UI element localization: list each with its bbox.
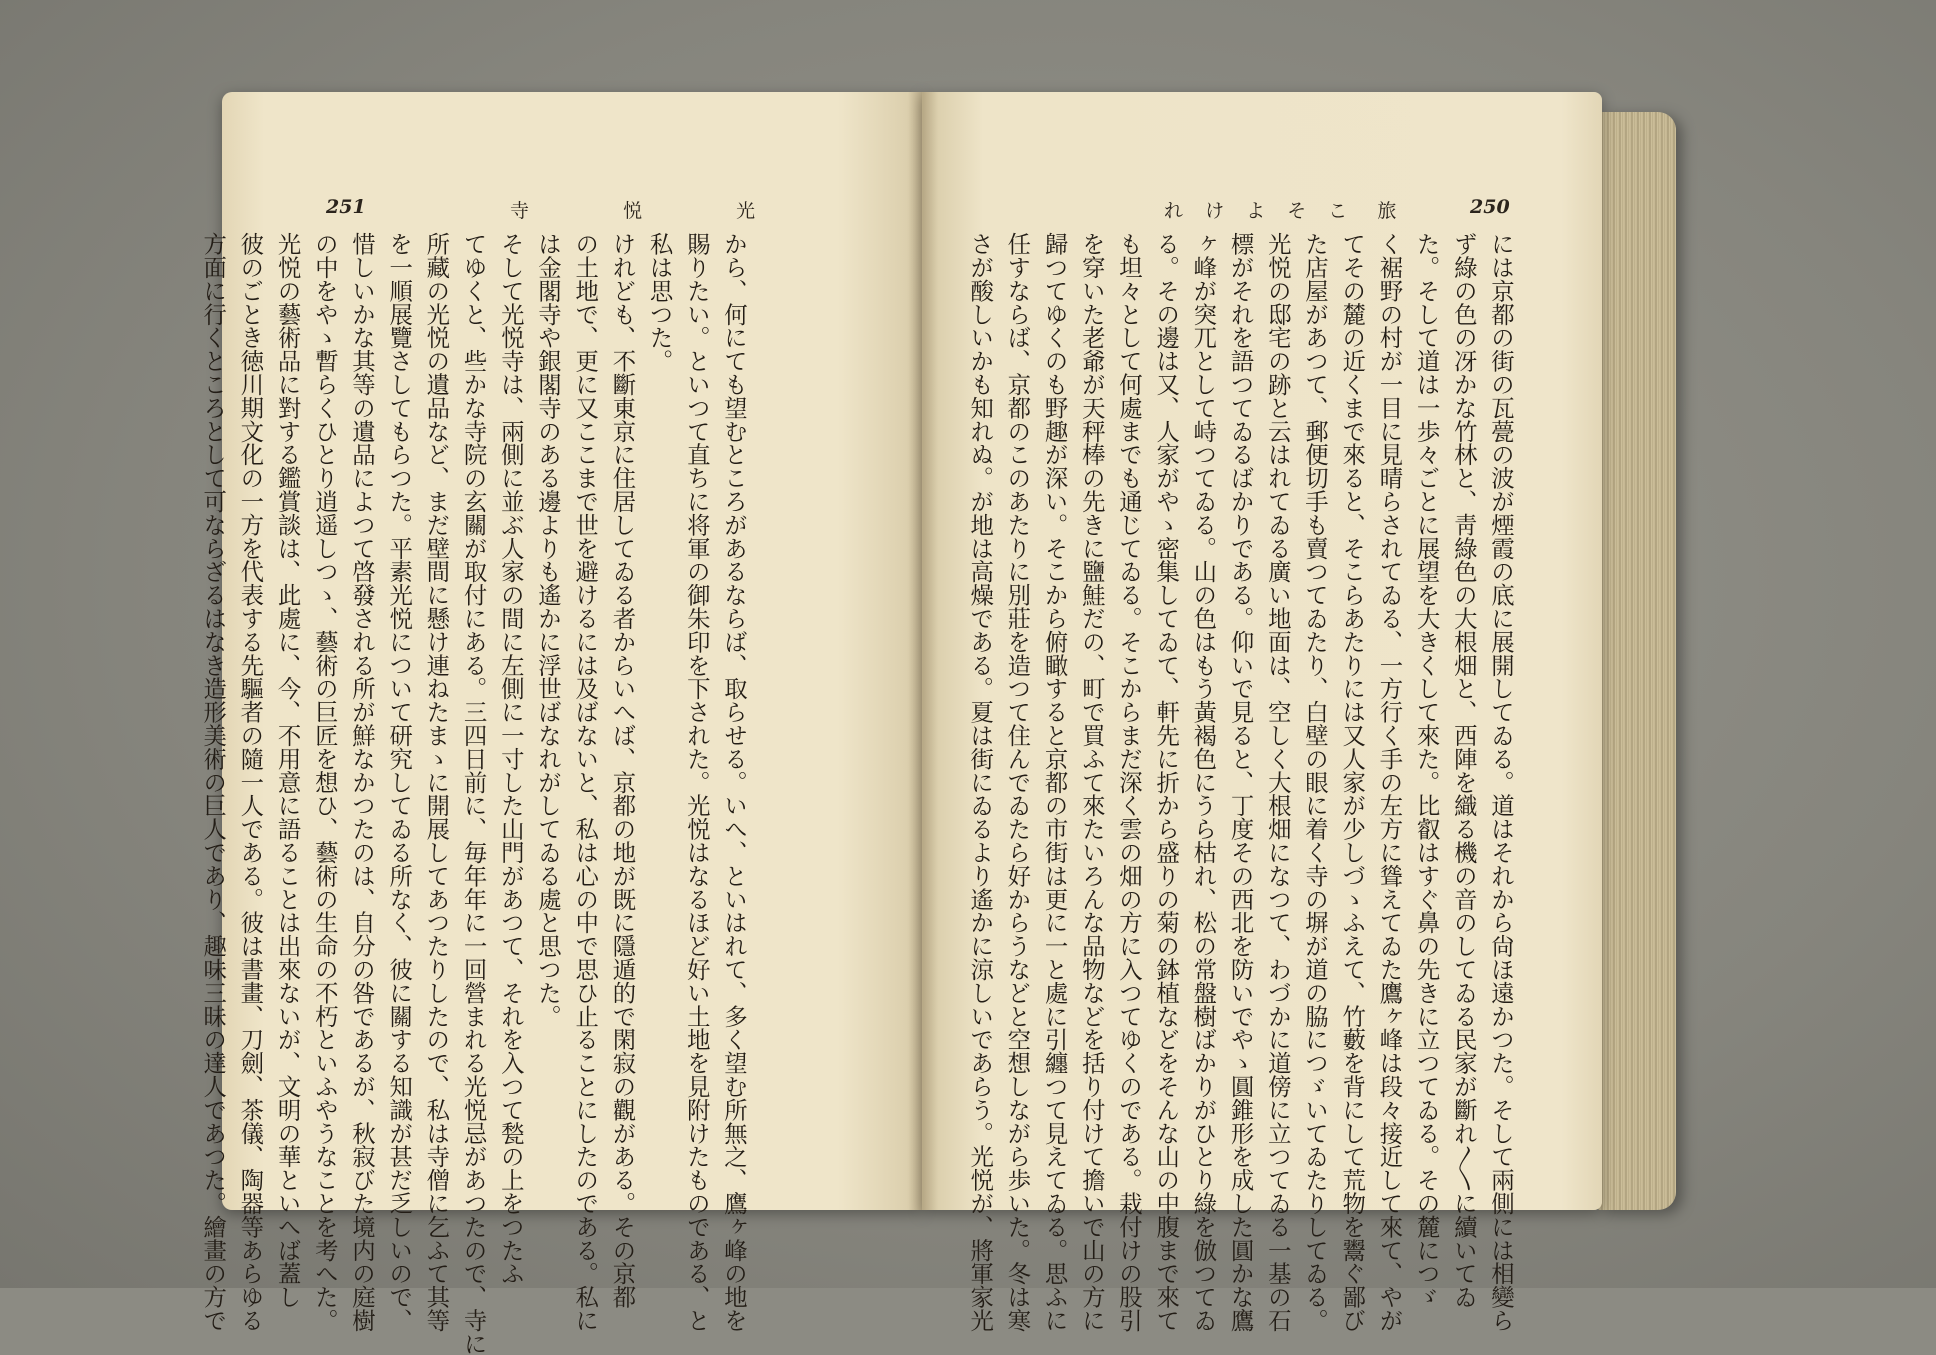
- text-column: の土地で、更に又ここまで世を避けるには及ばないと、私は心の中で思ひ止ることにしたのである。私に: [571, 232, 600, 1332]
- left-page-number: 251: [326, 196, 366, 218]
- text-column: そして光悦寺は、兩側に並ぶ人家の間に左側に一寸した山門があつて、それを入つて甃の上をつたふ: [496, 232, 525, 1285]
- text-column: さが酸しいかも知れぬ。が地は高燥である。夏は街にゐるより遙かに涼しいであらう。光悦が、將軍家光: [966, 232, 995, 1332]
- text-column: た店屋があつて、郵便切手も賣つてゐたり、白壁の眼に着く寺の塀が道の脇につゞいてゐたりしてゐる。: [1300, 232, 1329, 1332]
- book-gutter: [908, 92, 938, 1210]
- text-column: てゆくと、些かな寺院の玄關が取付にある。三四日前に、毎年年に一回營まれる光悦忌があつたので、寺に: [459, 232, 488, 1355]
- text-column: る。その邊は又、人家がやゝ密集してゐて、軒先に折から盛りの菊の鉢植などをそんな山の中腹まで來て: [1152, 232, 1181, 1332]
- text-column: 所藏の光悦の遺品など、まだ壁間に懸け連ねたまゝに開展してあつたりしたので、私は寺僧に乞ふて其等: [422, 232, 451, 1332]
- text-column: てその麓の近くまで來ると、そこらあたりには又人家が少しづゝふえて、竹藪を背にして荒物を鬻ぐ鄙び: [1338, 232, 1367, 1332]
- text-column: 光悦の邸宅の跡と云はれてゐる廣い地面は、空しく大根畑になつて、わづかに道傍に立つてゐる一基の石: [1263, 232, 1292, 1332]
- text-column: も坦々として何處までも通じてゐる。そこからまだ深く雲の畑の方に入つてゆくのである。栽付けの股引: [1114, 232, 1143, 1332]
- right-running-head-char: れ: [1164, 200, 1184, 222]
- text-column: ヶ峰が突兀として峙つてゐる。山の色はもう黃褐色にうら枯れ、松の常盤樹ばかりがひとり綠を倣つてゐ: [1189, 232, 1218, 1332]
- text-column: 方面に行くところとして可ならざるはなき造形美術の巨人であり、趣味三昧の達人であつた。繪畫の方で: [199, 232, 228, 1332]
- right-running-head-char: 旅: [1377, 200, 1397, 222]
- text-column: から、何にても望むところがあるならば、取らせる。いへ、といはれて、多く望む所無之、鷹ヶ峰の地を: [720, 232, 748, 1332]
- text-column: を一順展覽さしてもらつた。平素光悦について研究してゐる所なく、彼に關する知識が甚だ乏しいので、: [385, 232, 414, 1332]
- text-column: けれども、不斷東京に住居してゐる者からいへば、京都の地が既に隱遁的で閑寂の觀がある。その京都: [608, 232, 637, 1309]
- text-column: 任すならば、京都のこのあたりに別莊を造つて住んでゐたら好からうなどと空想しながら歩いた。冬は寒: [1003, 232, 1032, 1332]
- right-body-text: [966, 232, 1519, 1332]
- text-column: ず綠の色の冴かな竹林と、靑綠色の大根畑と、西陣を織る機の音のしてゐる民家が斷れ〳〵に續いてゐ: [1449, 232, 1478, 1309]
- right-running-head: [1164, 196, 1396, 223]
- left-running-head: [510, 196, 755, 223]
- right-running-head-char: そ: [1287, 200, 1307, 222]
- text-column: の中をやゝ暫らくひとり逍遥しつゝ、藝術の巨匠を想ひ、藝術の生命の不朽といふやうなことを考へた。: [310, 232, 339, 1332]
- left-running-head-char: 寺: [510, 200, 530, 222]
- right-running-head-char: こ: [1328, 200, 1348, 222]
- right-running-head-char: け: [1205, 200, 1225, 222]
- text-column: た。そして道は一歩々ごとに展望を大きくして來た。比叡はすぐ鼻の先きに立つてゐる。その麓につゞ: [1412, 232, 1441, 1309]
- text-column: 私は思つた。: [645, 232, 674, 373]
- text-column: く裾野の村が一目に見晴らされてゐる、一方行く手の左方に聳えてゐた鷹ヶ峰は段々接近して來て、やが: [1375, 232, 1404, 1332]
- left-body-text: [199, 232, 752, 1355]
- left-running-head-char: 悦: [623, 200, 643, 222]
- text-column: 光悦の藝術品に對する鑑賞談は、此處に、今、不用意に語ることは出來ないが、文明の華といへば蓋し: [273, 232, 302, 1309]
- right-running-head-char: よ: [1246, 200, 1266, 222]
- text-column: 賜りたい。といつて直ちに将軍の御朱印を下された。光悦はなるほど好い土地を見附けたものである、と: [682, 232, 711, 1332]
- text-column: 惜しいかな其等の遺品によつて啓發される所が鮮なかつたのは、自分の咎であるが、秋寂びた境内の庭樹: [347, 232, 376, 1332]
- text-column: 彼のごとき徳川期文化の一方を代表する先驅者の隨一人である。彼は書畫、刀劍、茶儀、陶器等あらゆる: [236, 232, 265, 1332]
- page-stack-edge: [1598, 112, 1676, 1210]
- text-column: には京都の街の瓦甍の波が煙霞の底に展開してゐる。道はそれから尙ほ遠かつた。そして兩側には相變ら: [1487, 232, 1515, 1332]
- text-column: 標がそれを語つてゐるばかりである。仰いで見ると、丁度その西北を防いでやゝ圓錐形を成した圓かな鷹: [1226, 232, 1255, 1332]
- text-column: を穿いた老爺が天秤棒の先きに鹽鮭だの、町で買ふて來たいろんな品物などを括り付けて擔いで山の方に: [1077, 232, 1106, 1332]
- text-column: は金閣寺や銀閣寺のある邊よりも遙かに浮世ばなれがしてゐる處と思つた。: [533, 232, 562, 1028]
- left-running-head-char: 光: [736, 200, 756, 222]
- right-page-number: 250: [1470, 196, 1510, 218]
- text-column: 歸つてゆくのも野趣が深い。そこから俯瞰すると京都の市街は更に一と處に引纏つて見えてゐる。思ふに: [1040, 232, 1069, 1332]
